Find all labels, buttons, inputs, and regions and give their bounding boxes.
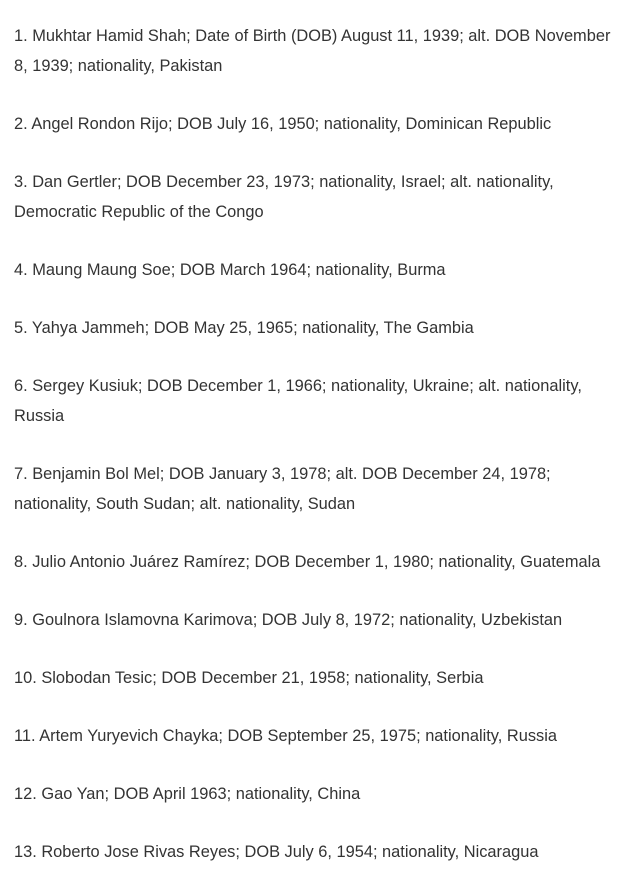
list-item: 4. Maung Maung Soe; DOB March 1964; nationality, Burma [14,261,446,279]
list-item: 6. Sergey Kusiuk; DOB December 1, 1966; nationality, Ukraine; alt. nationality, Russia [14,377,582,425]
list-item: 8. Julio Antonio Juárez Ramírez; DOB December 1, 1980; nationality, Guatemala [14,553,601,571]
list-item: 11. Artem Yuryevich Chayka; DOB September 25, 1975; nationality, Russia [14,727,557,745]
list-item: 10. Slobodan Tesic; DOB December 21, 1958; nationality, Serbia [14,669,484,687]
list-item: 3. Dan Gertler; DOB December 23, 1973; nationality, Israel; alt. nationality, Democratic Republic of the Congo [14,173,554,221]
list-item: 7. Benjamin Bol Mel; DOB January 3, 1978; alt. DOB December 24, 1978; nationality, South Sudan; alt. nationality, Sudan [14,465,551,513]
list-item: 2. Angel Rondon Rijo; DOB July 16, 1950; nationality, Dominican Republic [14,115,552,133]
list-item: 12. Gao Yan; DOB April 1963; nationality, China [14,785,361,803]
list-item: 13. Roberto Jose Rivas Reyes; DOB July 6, 1954; nationality, Nicaragua [14,843,539,861]
list-item: 1. Mukhtar Hamid Shah; Date of Birth (DOB) August 11, 1939; alt. DOB November 8, 1939; nationality, Pakistan [14,27,611,75]
list-item: 5. Yahya Jammeh; DOB May 25, 1965; nationality, The Gambia [14,319,474,337]
list-item: 9. Goulnora Islamovna Karimova; DOB July 8, 1972; nationality, Uzbekistan [14,611,563,629]
